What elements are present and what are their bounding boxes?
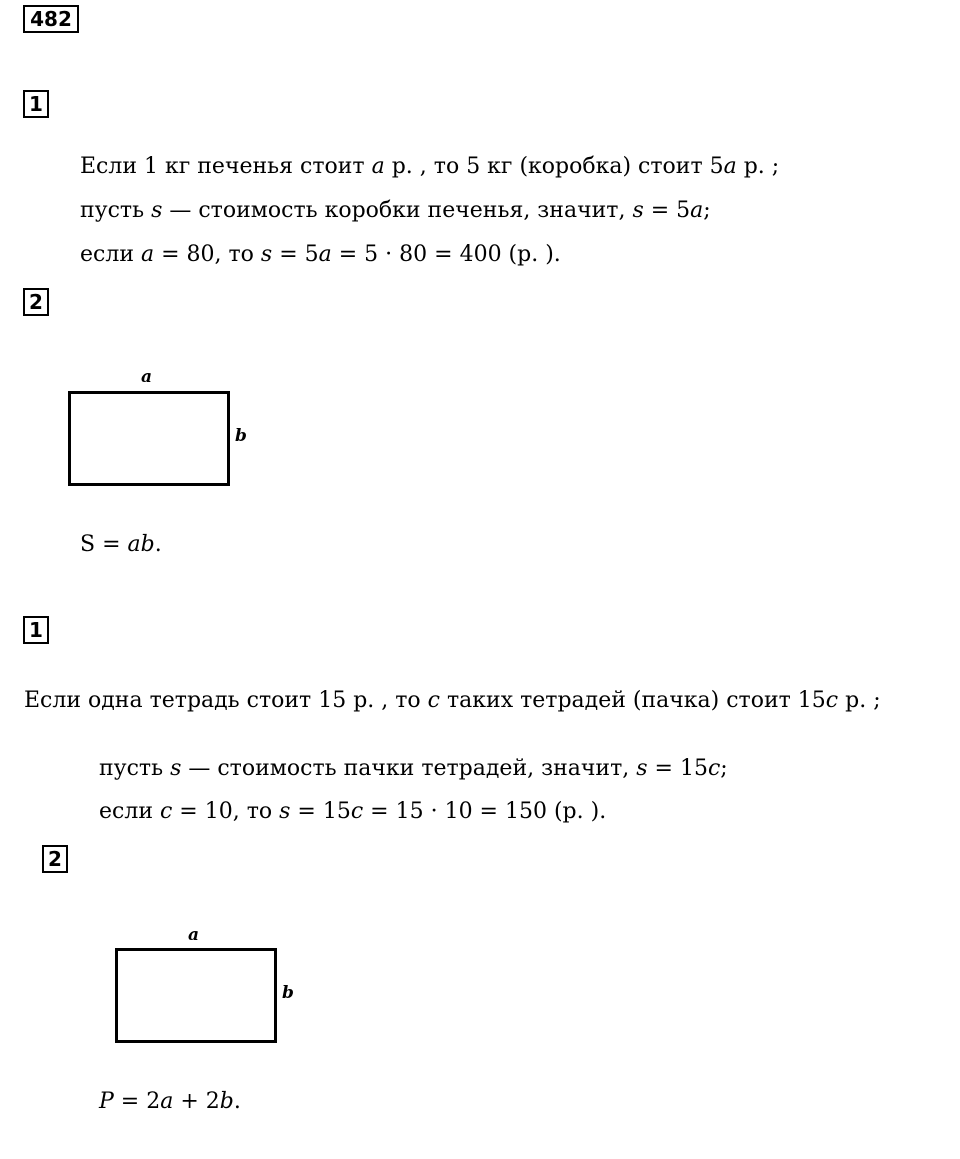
section-marker-3-text: 1 [29,618,43,642]
rect1-label-top: a [141,367,153,387]
problem-number-text: 482 [30,7,72,31]
rectangle-1 [68,391,230,486]
section-marker-3 [23,616,49,644]
section-marker-4-text: 2 [48,847,62,871]
section-marker-4 [42,845,68,873]
section1-line1: Если 1 кг печенья стоит a р. , то 5 кг (коробка) стоит 5a р. ; [80,154,780,179]
rect1-label-right: b [235,426,247,446]
section-marker-2 [23,288,49,316]
section-marker-1 [23,90,49,118]
perimeter-formula: P = 2a + 2b. [99,1089,241,1114]
section-marker-2-text: 2 [29,290,43,314]
rect2-label-top: a [188,925,200,945]
rect2-label-right: b [282,983,294,1003]
rectangle-2 [115,948,277,1043]
section3-line1: Если одна тетрадь стоит 15 р. , то c таких тетрадей (пачка) стоит 15c р. ; [24,688,881,713]
section1-line3: если a = 80, то s = 5a = 5 · 80 = 400 (р. ). [80,242,561,267]
problem-number [23,5,79,33]
section3-line3: если c = 10, то s = 15c = 15 · 10 = 150 (р. ). [99,799,607,824]
area-formula: S = ab. [80,532,162,557]
section3-line2: пусть s — стоимость пачки тетрадей, значит, s = 15c; [99,756,728,781]
section-marker-1-text: 1 [29,92,43,116]
section1-line2: пусть s — стоимость коробки печенья, значит, s = 5a; [80,198,711,223]
